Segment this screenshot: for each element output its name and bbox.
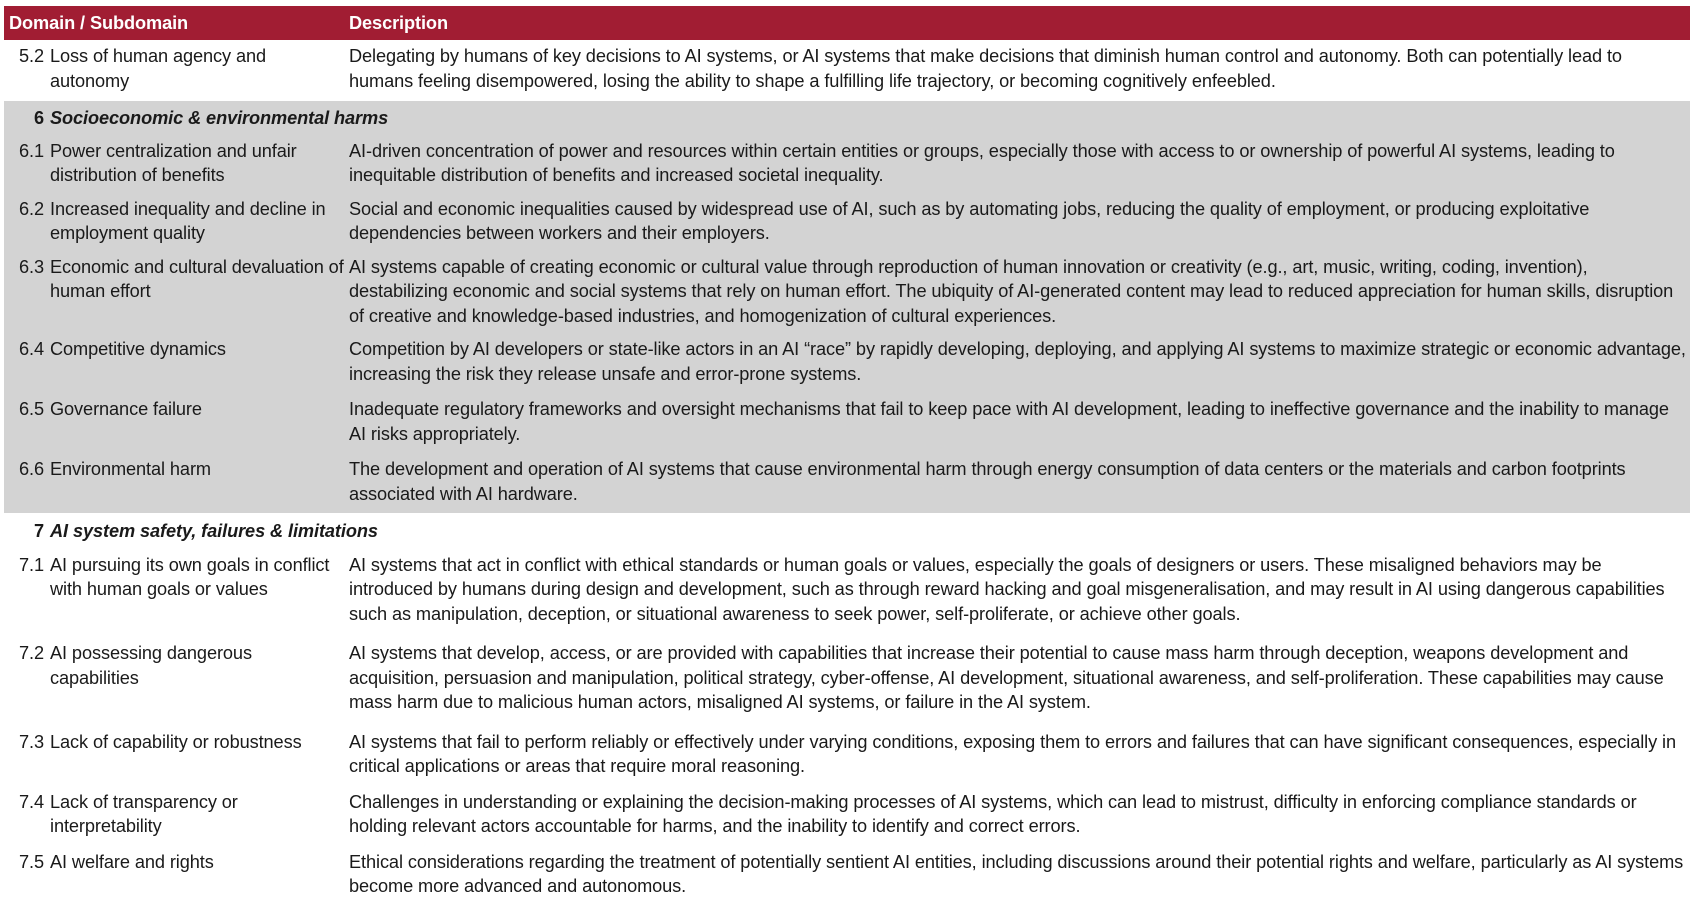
subdomain-name: Governance failure <box>50 399 202 419</box>
subdomain-description: Inadequate regulatory frameworks and oversight mechanisms that fail to keep pace with AI development, leading to ineffective governance and the inability to manage AI risks appropriately. <box>349 399 1669 444</box>
subdomain-description: Challenges in understanding or explaining the decision-making processes of AI systems, which can lead to mistrust, difficulty in enforcing compliance standards or holding relevant actors accountable for harms, and the inability to identify and correct errors. <box>349 791 1637 836</box>
domain-number: 7 <box>33 521 44 541</box>
subdomain-description: Social and economic inequalities caused by widespread use of AI, such as by automating jobs, reducing the quality of employment, or producing exploitative dependencies between workers and their employers. <box>349 198 1590 243</box>
subdomain-description: AI systems that act in conflict with ethical standards or human goals or values, especially the goals of designers or users. These misaligned behaviors may be introduced by humans during design and development, such as through reward hacking and goal misgeneralisation, and may result in AI using dangerous capabilities such as manipulation, deception, or situational awareness to seek power, self-proliferate, or achieve other goals. <box>349 554 1665 624</box>
domain-7-section <box>4 513 1690 905</box>
subdomain-number: 6.3 <box>19 256 44 277</box>
subdomain-number: 6.5 <box>19 399 44 419</box>
subdomain-name: Environmental harm <box>50 459 211 479</box>
subdomain-name: Increased inequality and decline in employment quality <box>50 198 326 243</box>
subdomain-name: Economic and cultural devaluation of human effort <box>50 256 344 301</box>
subdomain-name: Lack of capability or robustness <box>50 731 302 752</box>
subdomain-description: Ethical considerations regarding the treatment of potentially sentient AI entities, including discussions around their potential rights and welfare, particularly as AI systems become more advanced and autonomous. <box>349 851 1684 896</box>
subdomain-description: AI systems that develop, access, or are provided with capabilities that increase their potential to cause mass harm through deception, weapons development and acquisition, persuasion and manipulation, political strategy, cyber-offense, AI development, situational awareness, and self-proliferation. These capabilities may cause mass harm due to malicious human actors, misaligned AI systems, or failure in the AI system. <box>349 643 1664 712</box>
subdomain-description: The development and operation of AI systems that cause environmental harm through energy consumption of data centers or the materials and carbon footprints associated with AI hardware. <box>349 459 1626 504</box>
domain-heading <box>4 101 1690 135</box>
subdomain-number: 6.4 <box>19 339 44 359</box>
subdomain-number: 5.2 <box>19 46 44 66</box>
subdomain-description: Delegating by humans of key decisions to AI systems, or AI systems that make decisions that diminish human control and autonomy. Both can potentially lead to humans feeling disempowered, losing the ability to shape a fulfilling life trajectory, or becoming cognitively enfeebled. <box>349 46 1622 91</box>
table-row <box>4 251 1690 334</box>
subdomain-number: 7.4 <box>19 791 44 812</box>
header-domain-subdomain: Domain / Subdomain <box>9 12 189 33</box>
table-row <box>4 725 1690 786</box>
table-row <box>4 135 1690 193</box>
table-row <box>4 193 1690 251</box>
subdomain-description: Competition by AI developers or state-like actors in an AI “race” by rapidly developing, deploying, and applying AI systems to maximize strategic or economic advantage, increasing the risk they release unsafe and error-prone systems. <box>349 339 1686 384</box>
table-row <box>4 548 1690 637</box>
subdomain-name: Lack of transparency or interpretability <box>50 791 238 836</box>
subdomain-description: AI systems capable of creating economic or cultural value through reproduction of human innovation or creativity (e.g., art, music, writing, coding, invention), destabilizing economic and social systems that rely on human effort. The ubiquity of AI-generated content may lead to reduced appreciation for human skills, disruption of creative and knowledge-based industries, and homogenization of cultural experiences. <box>349 256 1674 326</box>
table-row <box>4 636 1690 725</box>
subdomain-name: Loss of human agency and autonomy <box>50 46 267 91</box>
subdomain-number: 7.5 <box>19 851 44 872</box>
subdomain-name: Power centralization and unfair distribution of benefits <box>50 140 297 185</box>
subdomain-name: AI possessing dangerous capabilities <box>50 643 252 688</box>
risk-taxonomy-table <box>4 6 1690 905</box>
subdomain-number: 6.1 <box>19 140 44 161</box>
table-row <box>4 40 1690 101</box>
table-row <box>4 786 1690 846</box>
domain-number: 6 <box>33 108 44 128</box>
domain-6-section <box>4 101 1690 513</box>
subdomain-number: 7.1 <box>19 554 44 575</box>
subdomain-name: Competitive dynamics <box>50 339 226 359</box>
subdomain-name: AI pursuing its own goals in conflict with human goals or values <box>50 554 330 599</box>
domain-title: AI system safety, failures & limitations <box>50 521 378 541</box>
table-row <box>4 333 1690 393</box>
subdomain-name: AI welfare and rights <box>50 851 214 872</box>
table-row <box>4 393 1690 453</box>
table-header <box>4 6 1690 40</box>
table-row <box>4 846 1690 905</box>
subdomain-description: AI-driven concentration of power and resources within certain entities or groups, especially those with access to or ownership of powerful AI systems, leading to inequitable distribution of benefits and increased societal inequality. <box>349 140 1615 185</box>
subdomain-number: 6.2 <box>19 198 44 219</box>
domain-heading <box>4 513 1690 548</box>
table-row <box>4 453 1690 510</box>
header-description: Description <box>349 12 448 33</box>
subdomain-number: 7.3 <box>19 731 44 752</box>
subdomain-description: AI systems that fail to perform reliably or effectively under varying conditions, exposing them to errors and failures that can have significant consequences, especially in critical applications or areas that require moral reasoning. <box>349 731 1677 776</box>
subdomain-number: 6.6 <box>19 459 44 479</box>
subdomain-number: 7.2 <box>19 643 44 663</box>
domain-title: Socioeconomic & environmental harms <box>50 108 389 128</box>
